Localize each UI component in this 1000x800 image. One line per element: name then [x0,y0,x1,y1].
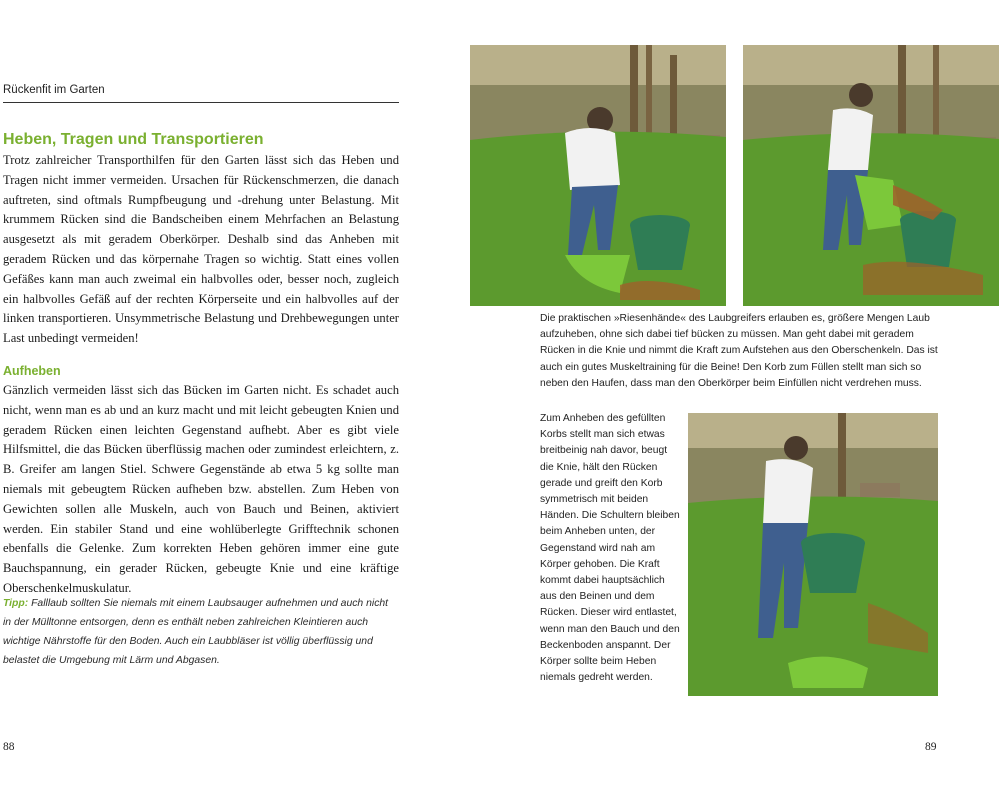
tip-text: Falllaub sollten Sie niemals mit einem Laubsauger aufnehmen und auch nicht in der Mülltonne entsorgen, denn es enthält neben zahlreichen Kleintieren auch wichtige Nährstoffe für den Boden. Auch ein Laubbläser ist völlig überflüssig und belastet die Umgebung mit Lärm und Abgasen. [3,598,389,666]
aufheben-paragraph: Gänzlich vermeiden lässt sich das Bücken im Garten nicht. Es schadet auch nicht, wenn man es ab und an kurz macht und mit leicht gebeugten Knien und geradem Rücken einen leichten Gegenstand aufhebt. Aber es gibt viele Hilfsmittel, die das Bücken überflüssig machen oder zumindest erleichtern, z. B. Greifer am langen Stiel. Schwere Gegenstände ab etwa 5 kg sollte man niemals mit gebeugtem Rücken aufheben bzw. abstellen. Zum Heben von Gewichten sollen alle Muskeln, auch von Bauch und Beinen, aktiviert werden. Ein stabiler Stand und eine wohlüberlegte Grifftechnik schonen ebenfalls die Gelenke. Zum korrekten Heben gehören immer eine gute Bauchspannung, ein gerader Rücken, gebeugte Knie und eine kräftige Oberschenkelmuskulatur. [3,383,399,595]
header-rule [3,102,399,103]
caption-top: Die praktischen »Riesenhände« des Laubgreifers erlauben es, größere Mengen Laub aufzuheben, ohne sich dabei tief bücken zu müssen. Man geht dabei mit geradem Rücken in die Knie und nimmt die Kraft zum Aufstehen aus den Oberschenkeln. Das ist auch ein gutes Muskeltraining für die Beine! Den Korb zum Füllen stellt man sich so neben den Haufen, dass man den Oberkörper beim Einfüllen nicht verdrehen muss. [540,313,938,389]
section-title: Heben, Tragen und Transportieren [3,131,264,148]
tip-box [3,594,399,670]
photo-lifting-basket [688,413,938,696]
caption-side: Zum Anheben des gefüllten Korbs stellt man sich etwas breitbeinig nah davor, beugt die Knie, hält den Rücken gerade und greift den Korb symmetrisch mit beiden Händen. Die Schultern bleiben beim Anheben unten, der Gegenstand wird nah am Körper gehoben. Die Kraft kommt dabei hauptsächlich aus den Beinen und dem Rücken. Dieser wird entlastet, wenn man den Bauch und den Beckenboden anspannt. Der Körper sollte beim Heben niemals gedreht werden. [540,413,680,684]
photo-filling-basket [743,45,999,306]
tip-label: Tipp: [3,598,29,609]
subhead-aufheben: Aufheben [3,364,61,378]
photo-leaf-grabber-scooping [470,45,726,306]
intro-paragraph: Trotz zahlreicher Transporthilfen für den Garten lässt sich das Heben und Tragen nicht immer vermeiden. Ursachen für Rückenschmerzen, die danach auftreten, sind oftmals Rumpfbeugung und -drehung unter Belastung. Mit krummem Rücken sind die Bandscheiben einem Mehrfachen an Belastung ausgesetzt als mit geradem Oberkörper. Deshalb sind das Anheben mit geradem Rücken und das körpernahe Tragen so wichtig. Statt eines vollen Gefäßes kann man auch zweimal ein halbvolles oder, besser noch, zugleich ein halbvolles Gefäß auf der rechten Körperseite und ein halbvolles auf der linken transportieren. Unsymmetrische Belastung und Drehbewegungen unter Last unbedingt vermeiden! [3,153,399,346]
running-head: Rückenfit im Garten [3,84,105,96]
page-number-right: 89 [925,741,937,753]
page-number-left: 88 [3,741,15,753]
